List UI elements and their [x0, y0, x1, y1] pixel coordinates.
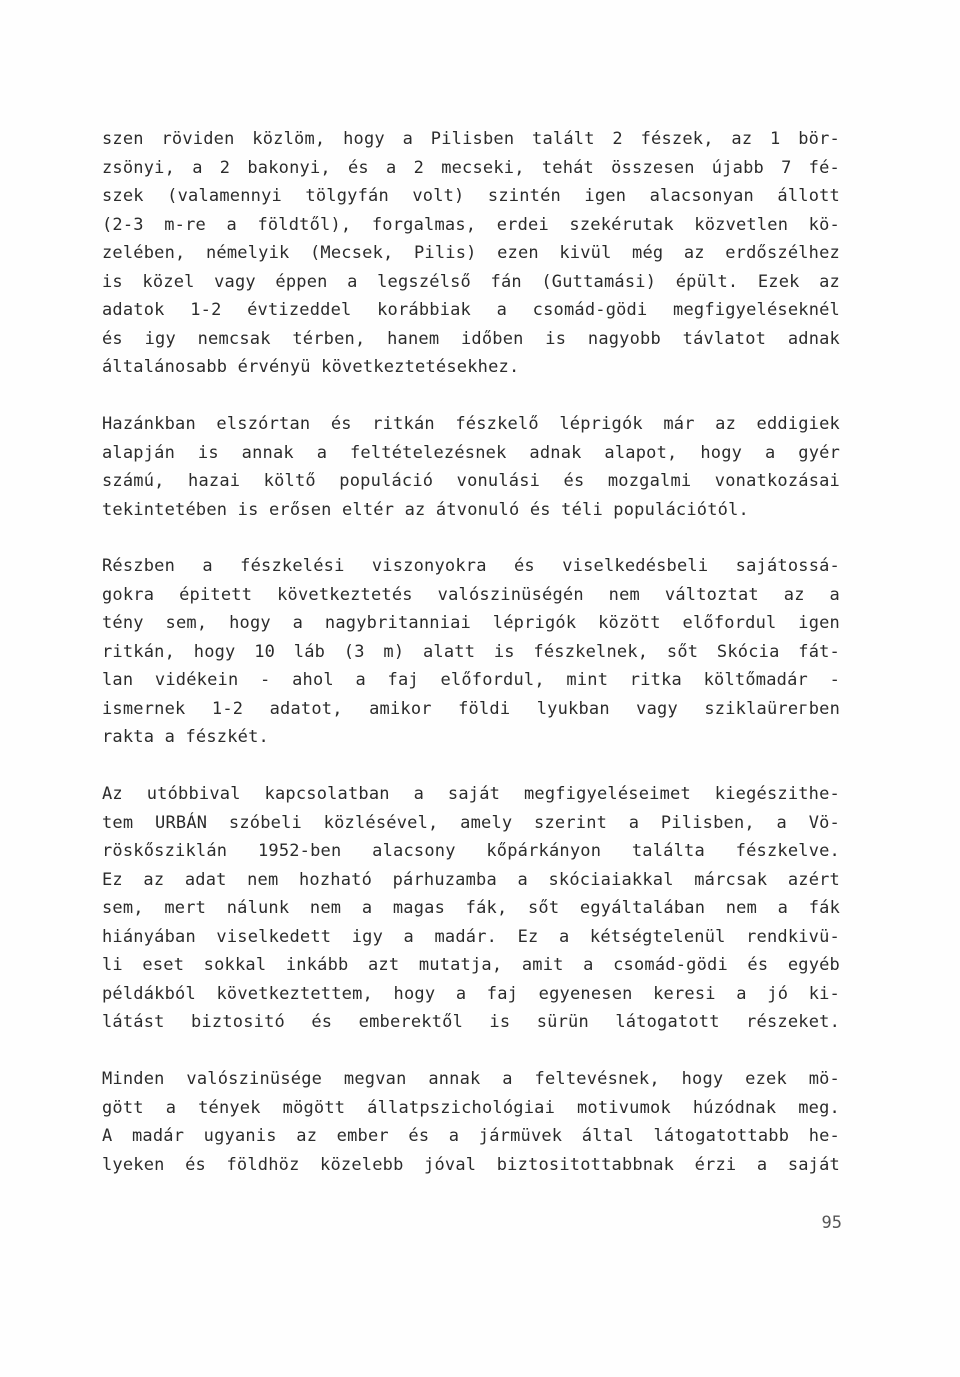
text-line: lyeken és földhöz közelebb jóval biztositottabbnak érzi a saját: [102, 1154, 840, 1175]
text-line: li eset sokkal inkább azt mutatja, amit a csomád-gödi és egyéb: [102, 955, 840, 975]
text-line: tény sem, hogy a nagybritanniai léprigók között előfordul igen: [102, 613, 840, 633]
text-line: sem, mert nálunk nem a magas fák, sőt egyáltalában nem a fák: [102, 898, 840, 918]
paragraph-1: [102, 125, 840, 382]
text-line: tem URBÁN szóbeli közlésével, amely szerint a Pilisben, a Vö-: [102, 812, 840, 833]
text-line: (2-3 m-re a földtől), forgalmas, erdei szekérutak közvetlen kö-: [102, 214, 840, 235]
text-line: szek (valamennyi tölgyfán volt) szintén igen alacsonyan állott: [102, 186, 840, 206]
text-line: zsönyi, a 2 bakonyi, és a 2 mecseki, tehát összesen újabb 7 fé-: [102, 157, 840, 178]
text-line: számú, hazai költő populáció vonulási és mozgalmi vonatkozásai: [102, 471, 840, 491]
text-line: általánosabb érvényü következtetésekhez.: [102, 357, 520, 377]
text-line: Ez az adat nem hozható párhuzamba a skóciaiakkal márcsak azért: [102, 869, 840, 890]
text-line: A madár ugyanis az ember és a jármüvek által látogatottabb he-: [102, 1126, 840, 1146]
paragraph-4: [102, 780, 840, 1037]
text-line: ismernek 1-2 adatot, amikor földi lyukban vagy sziklaürегben: [102, 698, 840, 719]
text-line: tekintetében is erősen eltér az átvonuló és téli populációtól.: [102, 499, 749, 520]
text-line: és igy nemcsak térben, hanem időben is nagyobb távlatot adnak: [102, 328, 840, 349]
text-line: gokra épitett következtetés valószinüségén nem változtat az a: [102, 584, 840, 605]
text-line: is közel vagy éppen a legszélső fán (Guttamási) épült. Ezek az: [102, 271, 840, 292]
text-line: példákból következtettem, hogy a faj egyenesen keresi a jó ki-: [102, 983, 840, 1004]
text-line: Az utóbbival kapcsolatban a saját megfigyeléseimet kiegészithe-: [102, 784, 840, 804]
text-line: zelében, némelyik (Mecsek, Pilis) ezen kivül még az erdőszélhez: [102, 243, 840, 263]
text-line: Részben a fészkelési viszonyokra és viselkedésbeli sajátossá-: [102, 556, 840, 576]
paragraph-5: [102, 1065, 840, 1179]
text-line: röskősziklán 1952-ben alacsony kőpárkányon találta fészkelve.: [102, 841, 840, 861]
text-line: hiányában viselkedett igy a madár. Ez a kétségtelenül rendkivü-: [102, 926, 840, 947]
text-line: ritkán, hogy 10 láb (3 m) alatt is fészkelnek, sőt Skócia fát-: [102, 641, 840, 662]
page-number: 95: [821, 1213, 842, 1233]
text-line: gött a tények mögött állatpszichológiai motivumok húzódnak meg.: [102, 1097, 840, 1118]
text-line: látást biztositó és emberektől is sürün látogatott részeket.: [102, 1012, 840, 1032]
text-line: szen röviden közlöm, hogy a Pilisben talált 2 fészek, az 1 bör-: [102, 129, 840, 149]
text-line: Hazánkban elszórtan és ritkán fészkelő léprigók már az eddigiek: [102, 414, 840, 434]
text-line: rakta a fészkét.: [102, 727, 269, 747]
paragraph-2: [102, 410, 840, 524]
text-line: lan vidékein - ahol a faj előfordul, mint ritka költőmadár -: [102, 670, 840, 690]
text-line: Minden valószinüsége megvan annak a feltevésnek, hogy ezek mö-: [102, 1069, 840, 1089]
text-line: adatok 1-2 évtizeddel korábbiak a csomád-gödi megfigyeléseknél: [102, 300, 840, 320]
text-line: alapján is annak a feltételezésnek adnak alapot, hogy a gyér: [102, 442, 840, 463]
paragraph-3: [102, 552, 840, 752]
